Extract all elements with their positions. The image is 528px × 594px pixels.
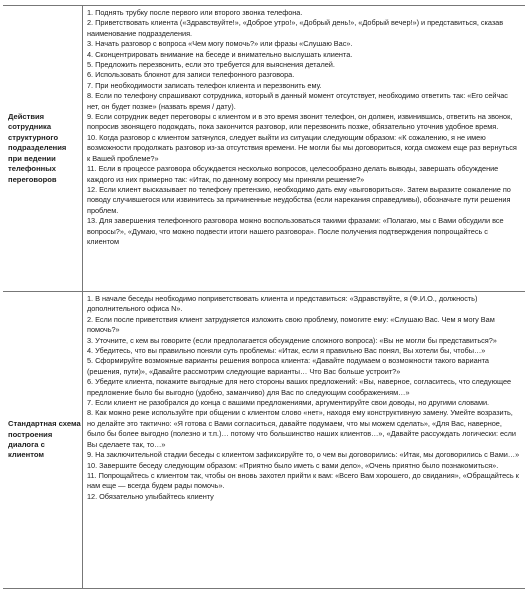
row-label-text: Действия сотрудника структурного подразделения при ведении телефонных переговоров [8,112,67,184]
list-item: 2. Если после приветствия клиент затрудняется изложить свою проблему, помогите ему: «Слушаю Вас. Чем я могу Вам помочь?» [87,314,495,335]
list-item: 7. При необходимости записать телефон клиента и перезвонить ему. [87,80,322,90]
list-item: 2. Приветствовать клиента («Здравствуйте!», «Доброе утро!», «Добрый день!», «Добрый вечер!») и представиться, сказав наименование подразделения. [87,18,504,38]
row-label [3,292,83,588]
list-item: 8. Если по телефону спрашивают сотрудника, который в данный момент отсутствует, необходимо ответить так: «Его сейчас нет, он будет позже» (назвать время / дату). [87,91,508,111]
list-item: 9. Если сотрудник ведет переговоры с клиентом и в это время звонит телефон, он должен, извинившись, ответить на звонок, попросив звонящего подождать, пока закончится разговор, или перезвонить позже, обязательно уточнив удобное время. [87,112,513,132]
list-item: 3. Начать разговор с вопроса «Чем могу помочь?» или фразы «Слушаю Вас». [87,39,353,49]
list-item: 12. Если клиент высказывает по телефону претензию, необходимо дать ему «выговориться». Затем выразите сожаление по поводу случившегося или извинитесь за причиненные неудобства (если нарекания справедливы), обозначьте пути решения проблем. [87,184,511,215]
list-item: 9. На заключительной стадии беседы с клиентом зафиксируйте то, о чем вы договорились: «Итак, мы договорились с Вами…» [87,450,520,460]
table-row [3,6,525,291]
list-item: 4. Убедитесь, что вы правильно поняли суть проблемы: «Итак, если я правильно Вас понял, Вы хотели бы, чтобы…» [87,346,486,356]
list-item: 12. Обязательно улыбайтесь клиенту [87,491,214,501]
list-item: 1. Поднять трубку после первого или второго звонка телефона. [87,8,303,17]
list-item: 10. Завершите беседу следующим образом: «Приятно было иметь с вами дело», «Очень приятно было познакомиться». [87,460,499,470]
list-item: 6. Использовать блокнот для записи телефонного разговора. [87,70,295,80]
list-item: 10. Когда разговор с клиентом затянулся, следует выйти из ситуации следующим образом: «К сожалению, я не имею возможности продолжать разговор из-за отсутствия времени. Не могли бы мы договориться, когда сможем еще раз вернуться к Вашей проблеме?» [87,132,517,163]
list-item: 4. Сконцентрировать внимание на беседе и внимательно выслушать клиента. [87,49,353,59]
table-row [3,291,525,588]
list-item: 13. Для завершения телефонного разговора можно воспользоваться такими фразами: «Полагаю, мы с Вами обсудили все вопросы?», «Думаю, что можно подвести итоги нашего разговора». После получения подтверждения попрощайтесь с клиентом [87,216,504,246]
instructions-table [3,5,525,589]
list-item: 11. Если в процессе разговора обсуждается несколько вопросов, целесообразно делать выводы, завершать обсуждение каждого из них примерно так: «Итак, по данному вопросу мы приняли решение?» [87,164,499,184]
row-content [83,292,525,588]
row-label-text: Стандартная схема построения диалога с клиентом [8,419,81,460]
list-item: 5. Сформируйте возможные варианты решения вопроса клиента: «Давайте подумаем о возможности такого варианта (решения, пути)», «Давайте рассмотрим следующие варианты… Что Вас больше устроит?» [87,356,489,376]
list-item: 11. Попрощайтесь с клиентом так, чтобы он вновь захотел прийти к вам: «Всего Вам хорошего, до свидания», «Обращайтесь к нам еще — всегда будем рады помочь». [87,470,519,491]
row-label [3,6,83,291]
list-item: 7. Если клиент не разобрался до конца с вашими предложениями, аргументируйте свои доводы, но другими словами. [87,398,490,408]
row-content [83,6,525,291]
list-item: 3. Уточните, с кем вы говорите (если предполагается обсуждение сложного вопроса): «Вы не могли бы представиться?» [87,335,497,345]
list-item: 5. Предложить перезвонить, если это требуется для выяснения деталей. [87,60,335,70]
list-item: 6. Убедите клиента, покажите выгодные для него стороны ваших предложений: «Вы, наверное, согласитесь, что следующее предложение было бы выгодно (удобно, заманчиво) для Вас по следующим соображениям…» [87,377,512,397]
list-item: 1. В начале беседы необходимо поприветствовать клиента и представиться: «Здравствуйте, я (Ф.И.О., должность) дополнительного офиса N». [87,294,478,314]
list-item: 8. Как можно реже используйте при общении с клиентом слово «нет», находя ему конструктивную замену. Умейте возразить, но делайте это тактично: «Я готова с Вами согласиться, давайте подумаем, что мы можем сделать», «Для Вас, наверное, было бы более выгодно (полезно и т.п.)… потому что большинство наших клиентов…», «Давайте рассуждать логически: если Вы сделаете так, то…» [87,408,516,449]
